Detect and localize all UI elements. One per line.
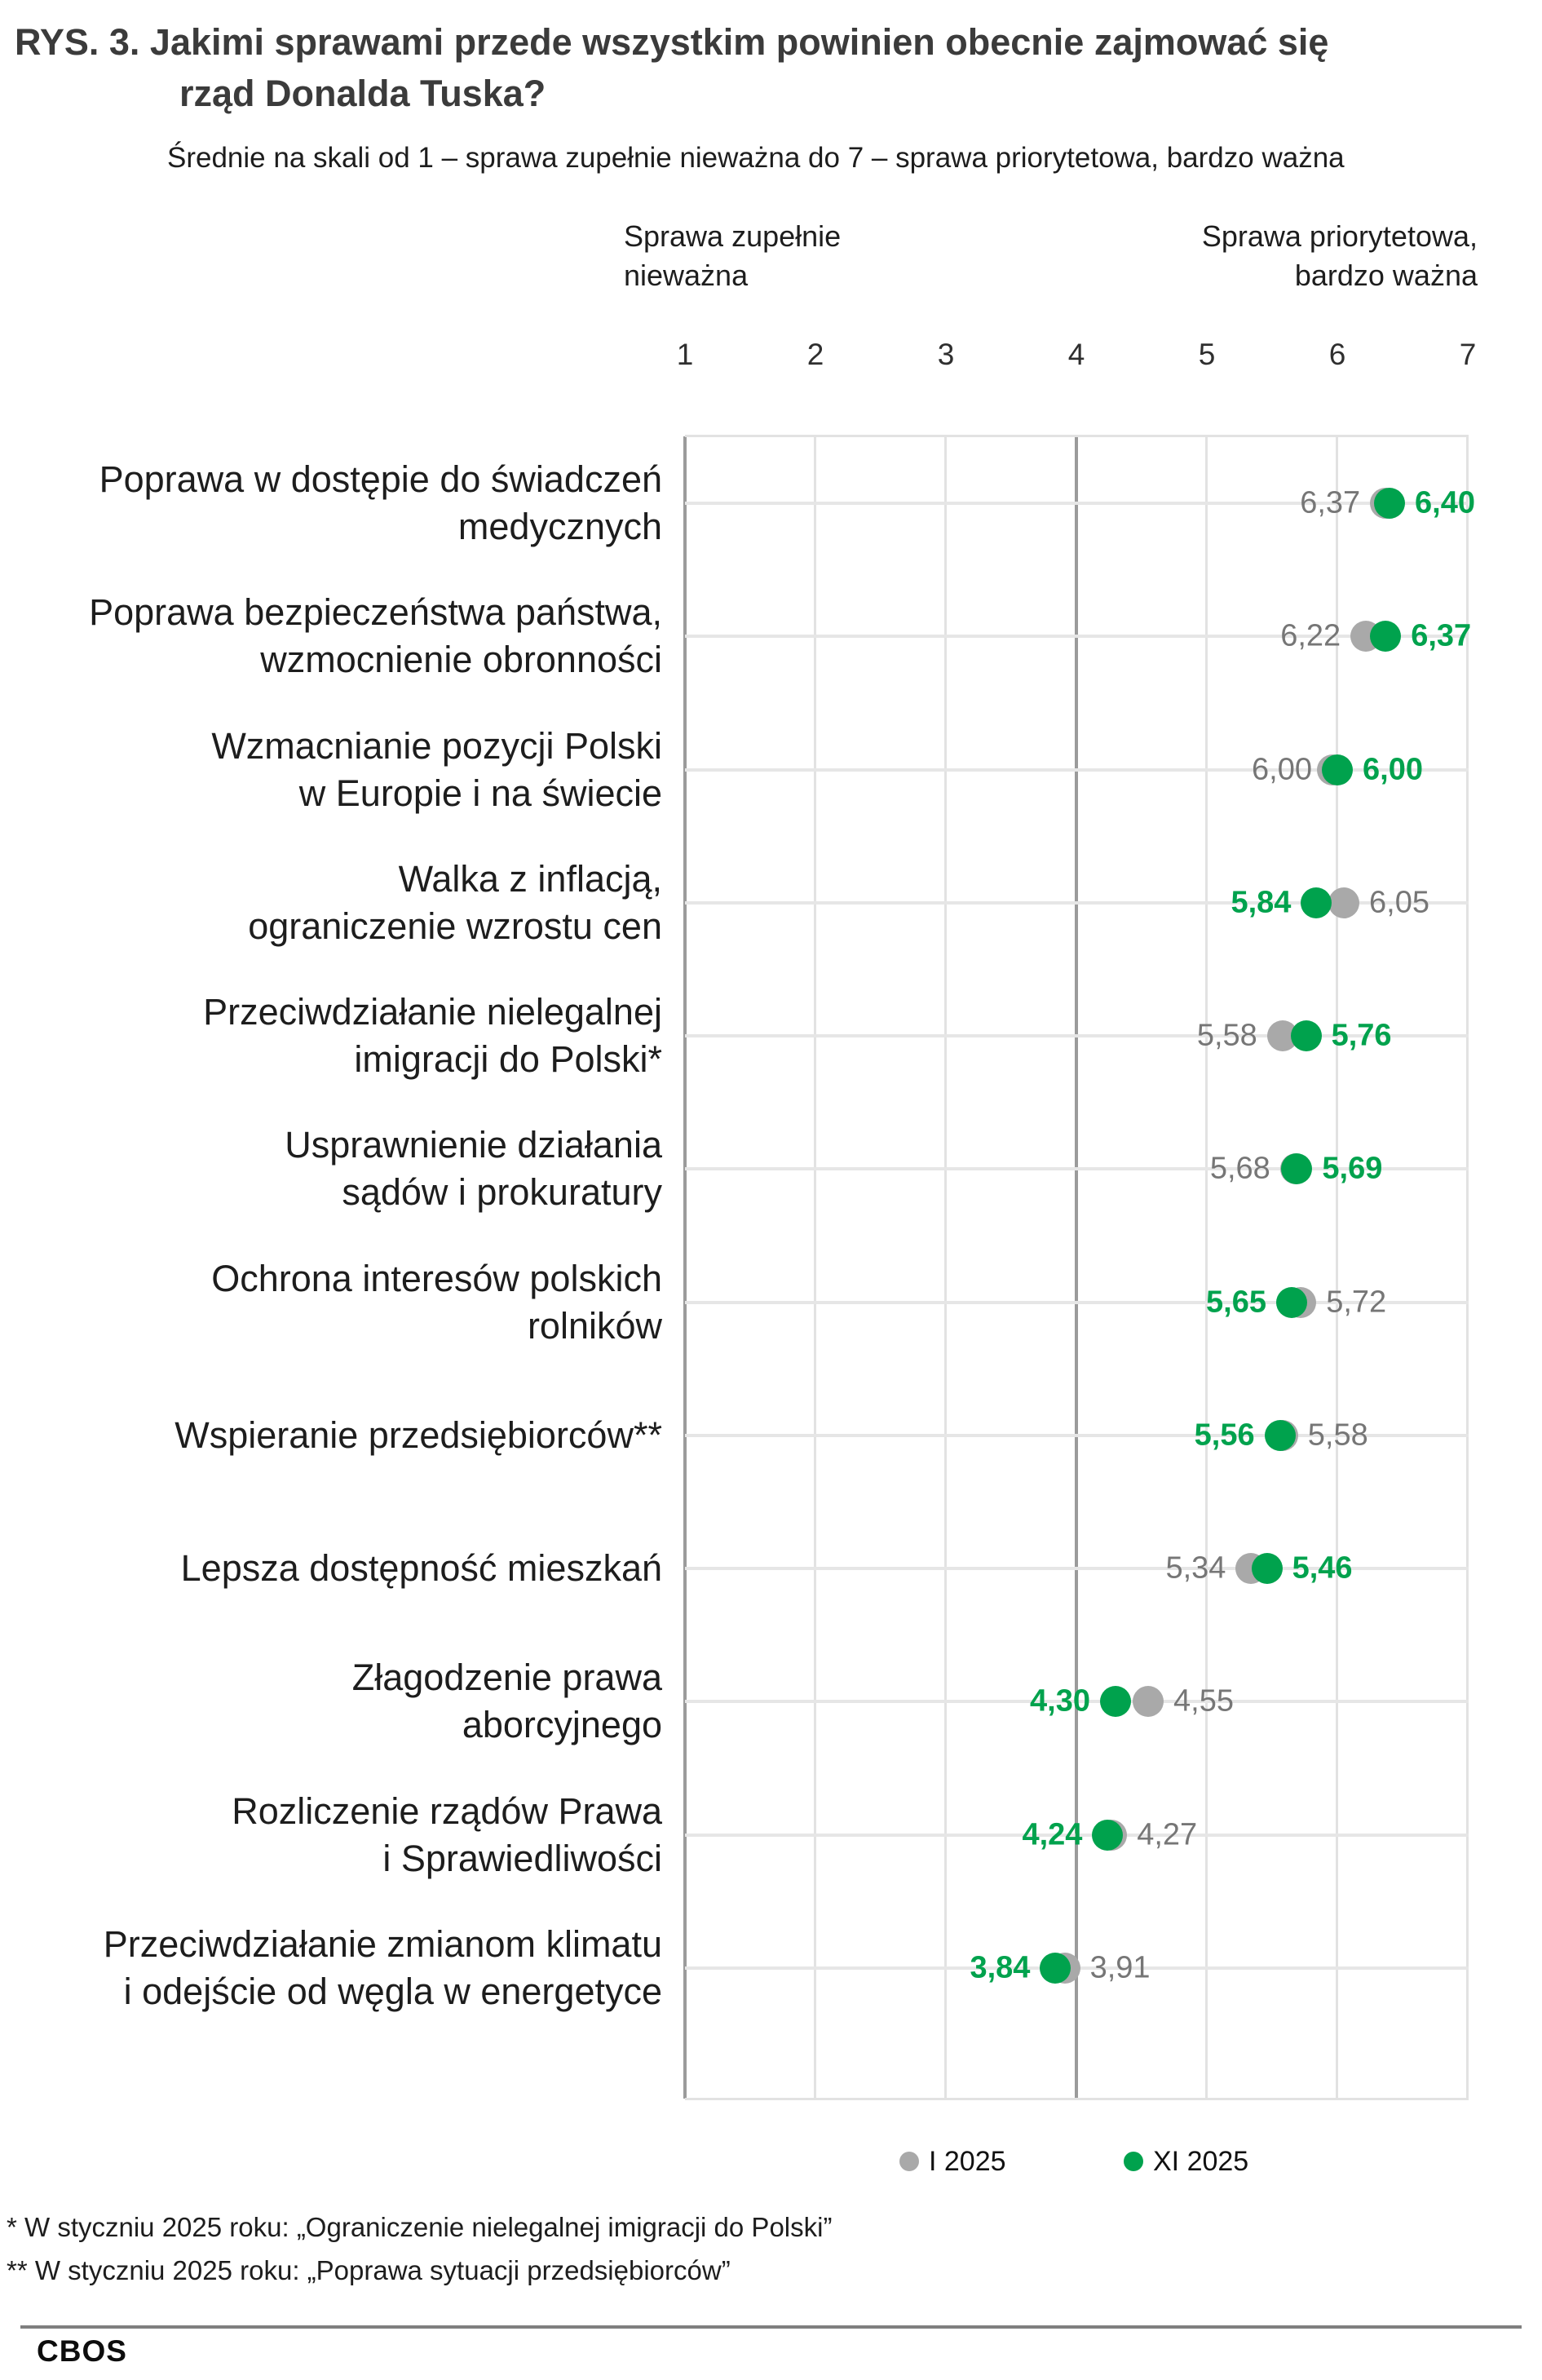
dot-xi2025 — [1276, 1287, 1307, 1318]
value-label-xi2025: 5,84 — [1231, 885, 1292, 920]
gridline-v-3 — [944, 436, 947, 2099]
gridline-v-5 — [1205, 436, 1208, 2099]
value-label-xi2025: 3,84 — [970, 1950, 1031, 1985]
category-label-line: Przeciwdziałanie nielegalnej — [203, 991, 662, 1033]
category-label-line: ograniczenie wzrostu cen — [248, 905, 662, 947]
value-label-i2025: 5,58 — [1307, 1418, 1368, 1453]
category-label-line: Lepsza dostępność mieszkań — [180, 1547, 662, 1589]
x-tick-1: 1 — [676, 338, 694, 371]
figure-title — [15, 16, 1328, 119]
value-label-xi2025: 6,40 — [1415, 485, 1475, 520]
value-label-i2025: 5,34 — [1165, 1551, 1226, 1586]
plot-border-bottom — [685, 2098, 1469, 2100]
dot-xi2025 — [1265, 1420, 1296, 1451]
category-label — [0, 856, 662, 950]
legend-dot-xi2025 — [1124, 2152, 1143, 2171]
title-text: Jakimi sprawami przede wszystkim powinien obecnie zajmować się — [149, 21, 1329, 63]
footnote-1: * W styczniu 2025 roku: „Ograniczenie nielegalnej imigracji do Polski” — [7, 2212, 833, 2242]
category-label — [0, 723, 662, 817]
category-label-line: Poprawa bezpieczeństwa państwa, — [89, 591, 662, 633]
value-label-xi2025: 5,65 — [1206, 1285, 1266, 1320]
category-label-line: Usprawnienie działania — [285, 1124, 662, 1166]
value-label-i2025: 4,27 — [1137, 1817, 1198, 1852]
figure-subtitle: Średnie na skali od 1 – sprawa zupełnie nieważna do 7 – sprawa priorytetowa, bardzo ważna — [167, 142, 1345, 174]
value-label-xi2025: 5,76 — [1331, 1018, 1392, 1053]
dot-xi2025 — [1374, 488, 1405, 519]
category-label-line: imigracji do Polski* — [354, 1038, 662, 1080]
value-label-i2025: 6,00 — [1252, 752, 1312, 787]
gridline-v-6 — [1336, 436, 1338, 2099]
category-label-line: Wspieranie przedsiębiorców** — [175, 1414, 662, 1456]
axis-label-max: Sprawa priorytetowa, bardzo ważna — [1201, 219, 1478, 292]
legend-label-i2025: I 2025 — [929, 2145, 1006, 2177]
legend-item-i2025 — [899, 2144, 1006, 2179]
title-line-2: rząd Donalda Tuska? — [179, 73, 546, 114]
value-label-i2025: 5,58 — [1196, 1018, 1257, 1053]
category-label-line: Walka z inflacją, — [398, 858, 662, 900]
dot-xi2025 — [1291, 1020, 1322, 1051]
category-label-line: Rozliczenie rządów Prawa — [232, 1790, 662, 1832]
value-label-i2025: 6,05 — [1369, 885, 1429, 920]
category-label-line: Złagodzenie prawa — [351, 1657, 662, 1698]
dot-xi2025 — [1252, 1553, 1283, 1584]
value-label-xi2025: 4,24 — [1022, 1817, 1083, 1852]
value-label-i2025: 6,37 — [1300, 485, 1361, 520]
category-label-line: wzmocnienie obronności — [260, 639, 662, 680]
footer-divider — [20, 2325, 1522, 2329]
category-label-line: w Europie i na świecie — [298, 772, 662, 814]
value-label-i2025: 6,22 — [1280, 618, 1341, 653]
category-label — [0, 1412, 662, 1459]
x-tick-4: 4 — [1067, 338, 1085, 371]
value-label-xi2025: 5,46 — [1292, 1551, 1353, 1586]
category-label — [0, 1121, 662, 1216]
title-line-1 — [15, 16, 1328, 68]
x-tick-5: 5 — [1198, 338, 1216, 371]
dot-xi2025 — [1370, 621, 1401, 652]
footnote-2: ** W styczniu 2025 roku: „Poprawa sytuacji przedsiębiorców” — [7, 2255, 731, 2285]
category-label-line: Ochrona interesów polskich — [211, 1258, 662, 1299]
gridline-v-2 — [814, 436, 816, 2099]
legend-dot-i2025 — [899, 2152, 919, 2171]
value-label-i2025: 5,68 — [1209, 1151, 1270, 1186]
category-label — [0, 989, 662, 1083]
plot-border-top — [685, 435, 1469, 437]
category-label-line: i Sprawiedliwości — [382, 1838, 662, 1879]
axis-label-min: Sprawa zupełnie nieważna — [624, 219, 842, 292]
value-label-i2025: 4,55 — [1173, 1683, 1234, 1719]
title-prefix: RYS. 3. — [15, 21, 140, 63]
cbos-logo: CBOS — [37, 2334, 127, 2368]
category-label-line: sądów i prokuratury — [342, 1171, 662, 1213]
legend-item-xi2025 — [1124, 2144, 1248, 2179]
category-label-line: aborcyjnego — [462, 1704, 662, 1745]
category-label — [0, 1545, 662, 1592]
category-label-line: Poprawa w dostępie do świadczeń — [99, 458, 662, 500]
x-tick-7: 7 — [1459, 338, 1477, 371]
value-label-xi2025: 5,56 — [1194, 1418, 1255, 1453]
legend-label-xi2025: XI 2025 — [1153, 2145, 1249, 2177]
category-label-line: i odejście od węgla w energetyce — [123, 1971, 662, 2012]
category-label — [0, 456, 662, 551]
value-label-xi2025: 6,37 — [1411, 618, 1472, 653]
category-label-line: medycznych — [457, 506, 662, 547]
dot-xi2025 — [1100, 1686, 1131, 1717]
category-label — [0, 589, 662, 683]
category-label — [0, 1255, 662, 1350]
gridline-v-7 — [1466, 436, 1469, 2099]
category-label — [0, 1788, 662, 1882]
x-tick-3: 3 — [937, 338, 955, 371]
value-label-xi2025: 4,30 — [1030, 1683, 1090, 1719]
value-label-i2025: 3,91 — [1089, 1950, 1151, 1985]
gridline-v-1 — [683, 436, 687, 2099]
category-label — [0, 1921, 662, 2015]
value-label-xi2025: 5,69 — [1322, 1151, 1383, 1186]
dot-i2025 — [1133, 1686, 1164, 1717]
x-tick-2: 2 — [806, 338, 824, 371]
category-label-line: rolników — [527, 1305, 662, 1347]
dot-xi2025 — [1301, 887, 1332, 918]
dot-xi2025 — [1281, 1153, 1312, 1184]
category-label-line: Przeciwdziałanie zmianom klimatu — [103, 1923, 662, 1965]
dot-i2025 — [1328, 887, 1359, 918]
category-label-line: Wzmacnianie pozycji Polski — [211, 725, 662, 767]
value-label-xi2025: 6,00 — [1363, 752, 1423, 787]
dot-xi2025 — [1322, 754, 1353, 785]
category-label — [0, 1654, 662, 1749]
value-label-i2025: 5,72 — [1326, 1285, 1387, 1320]
x-tick-6: 6 — [1328, 338, 1346, 371]
